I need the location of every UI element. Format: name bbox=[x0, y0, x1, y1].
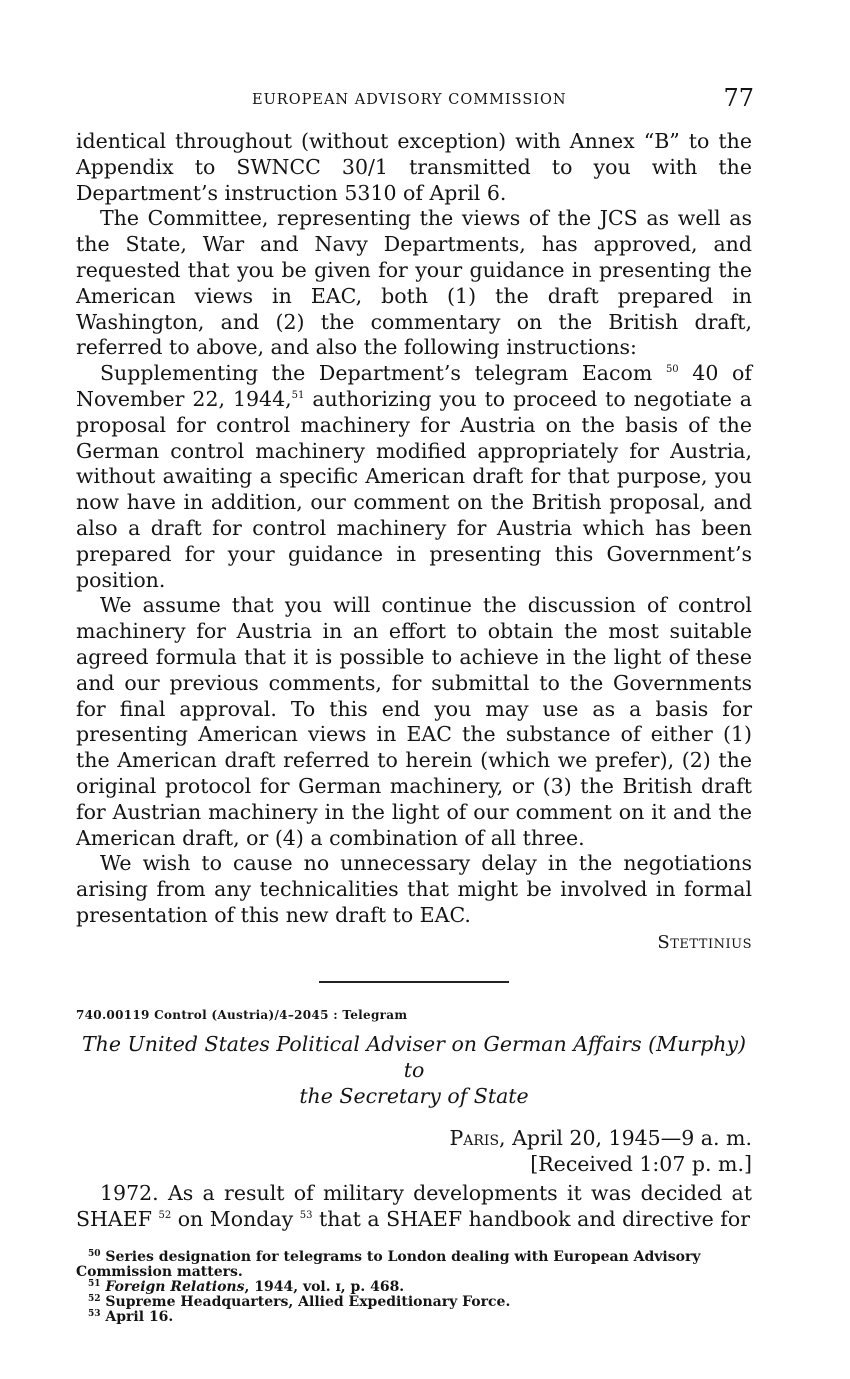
telegram-body bbox=[76, 1181, 752, 1233]
document-title-line: The United States Political Adviser on German Affairs (Murphy) to bbox=[81, 1031, 747, 1082]
paragraph-text: authorizing you to proceed to negotiate a proposal for control machinery for Austria on the basis of the German control machinery modified appropriately for Austria, without awaiting a specific American draft for that purpose, you now have in addition, our comment on the British proposal, and also a draft for control machinery for Austria which has been prepared for your guidance in presenting this Government’s position. bbox=[76, 386, 753, 592]
footnote bbox=[76, 1310, 752, 1325]
dateline-place: Paris bbox=[449, 1125, 500, 1150]
footnote-text: , 1944, vol. ɪ, p. 468. bbox=[244, 1279, 405, 1296]
dateline bbox=[76, 1125, 752, 1177]
paragraph: We wish to cause no unnecessary delay in the negotiations arising from any technicalities that might be involved in formal presentation of this new draft to EAC. bbox=[76, 851, 752, 927]
footnote-mark: 52 bbox=[88, 1294, 101, 1305]
dateline-received: [Received 1:07 p. m.] bbox=[530, 1151, 752, 1176]
footnote bbox=[76, 1280, 752, 1295]
footnote-mark: 53 bbox=[88, 1309, 101, 1320]
paragraph-text: 1972. As a result of military developments it was decided at SHAEF bbox=[76, 1180, 752, 1231]
page-number: 77 bbox=[723, 84, 754, 112]
footnote-text: Series designation for telegrams to London dealing with European Advisory Commission matters. bbox=[76, 1249, 701, 1281]
footnote-reference: 50 bbox=[665, 364, 679, 376]
section-divider bbox=[319, 981, 509, 983]
paragraph-text: Supplementing the Department’s telegram Eacom bbox=[100, 361, 653, 386]
footnote-reference: 53 bbox=[299, 1209, 313, 1221]
signature-name: Stettinius bbox=[657, 931, 752, 953]
paragraph-continued: identical throughout (without exception) with Annex “B” to the Appendix to SWNCC 30/1 transmitted to you with the Department’s instruction 5310 of April 6. bbox=[76, 129, 752, 205]
letter-body bbox=[76, 129, 752, 929]
dateline-sent bbox=[76, 1125, 752, 1151]
paragraph-instructions bbox=[76, 361, 752, 593]
footnote-text: Supreme Headquarters, Allied Expeditionary Force. bbox=[105, 1294, 511, 1311]
footnote-text: April 16. bbox=[105, 1309, 174, 1326]
paragraph: We assume that you will continue the discussion of control machinery for Austria in an effort to obtain the most suitable agreed formula that it is possible to achieve in the light of these and our previous comments, for submittal to the Governments for final approval. To this end you may use as a basis for presenting American views in EAC the substance of either (1) the American draft referred to herein (which we prefer), (2) the original protocol for German machinery, or (3) the British draft for Austrian machinery in the light of our comment on it and the American draft, or (4) a combination of all three. bbox=[76, 593, 752, 850]
paragraph: The Committee, representing the views of the JCS as well as the State, War and Navy Departments, has approved, and requested that you be given for your guidance in presenting the American views in EAC, both (1) the draft prepared in Washington, and (2) the commentary on the British draft, referred to above, and also the following instructions: bbox=[76, 206, 752, 360]
paragraph-text: that a SHAEF handbook and directive for bbox=[312, 1206, 751, 1231]
footnote-mark: 51 bbox=[88, 1279, 101, 1290]
footnote-italic: Foreign Relations bbox=[105, 1279, 245, 1296]
footnote-reference: 52 bbox=[158, 1209, 172, 1221]
paragraph-text: 40 of November 22, 1944, bbox=[76, 361, 752, 411]
footnotes bbox=[76, 1250, 752, 1325]
paragraph-text: on Monday bbox=[171, 1206, 294, 1231]
running-header bbox=[76, 84, 752, 116]
document-title bbox=[76, 1031, 752, 1109]
footnote-reference: 51 bbox=[291, 389, 305, 401]
dateline-date: , April 20, 1945—9 a. m. bbox=[499, 1125, 752, 1150]
running-title: EUROPEAN ADVISORY COMMISSION bbox=[252, 92, 567, 108]
document-page bbox=[76, 84, 752, 1325]
footnote bbox=[76, 1250, 752, 1280]
signature bbox=[76, 932, 752, 953]
footnote-mark: 50 bbox=[88, 1249, 101, 1260]
file-reference: 740.00119 Control (Austria)/4–2045 : Telegram bbox=[76, 1007, 408, 1022]
document-title-line: the Secretary of State bbox=[299, 1083, 529, 1108]
paragraph bbox=[76, 1181, 752, 1233]
footnote bbox=[76, 1295, 752, 1310]
